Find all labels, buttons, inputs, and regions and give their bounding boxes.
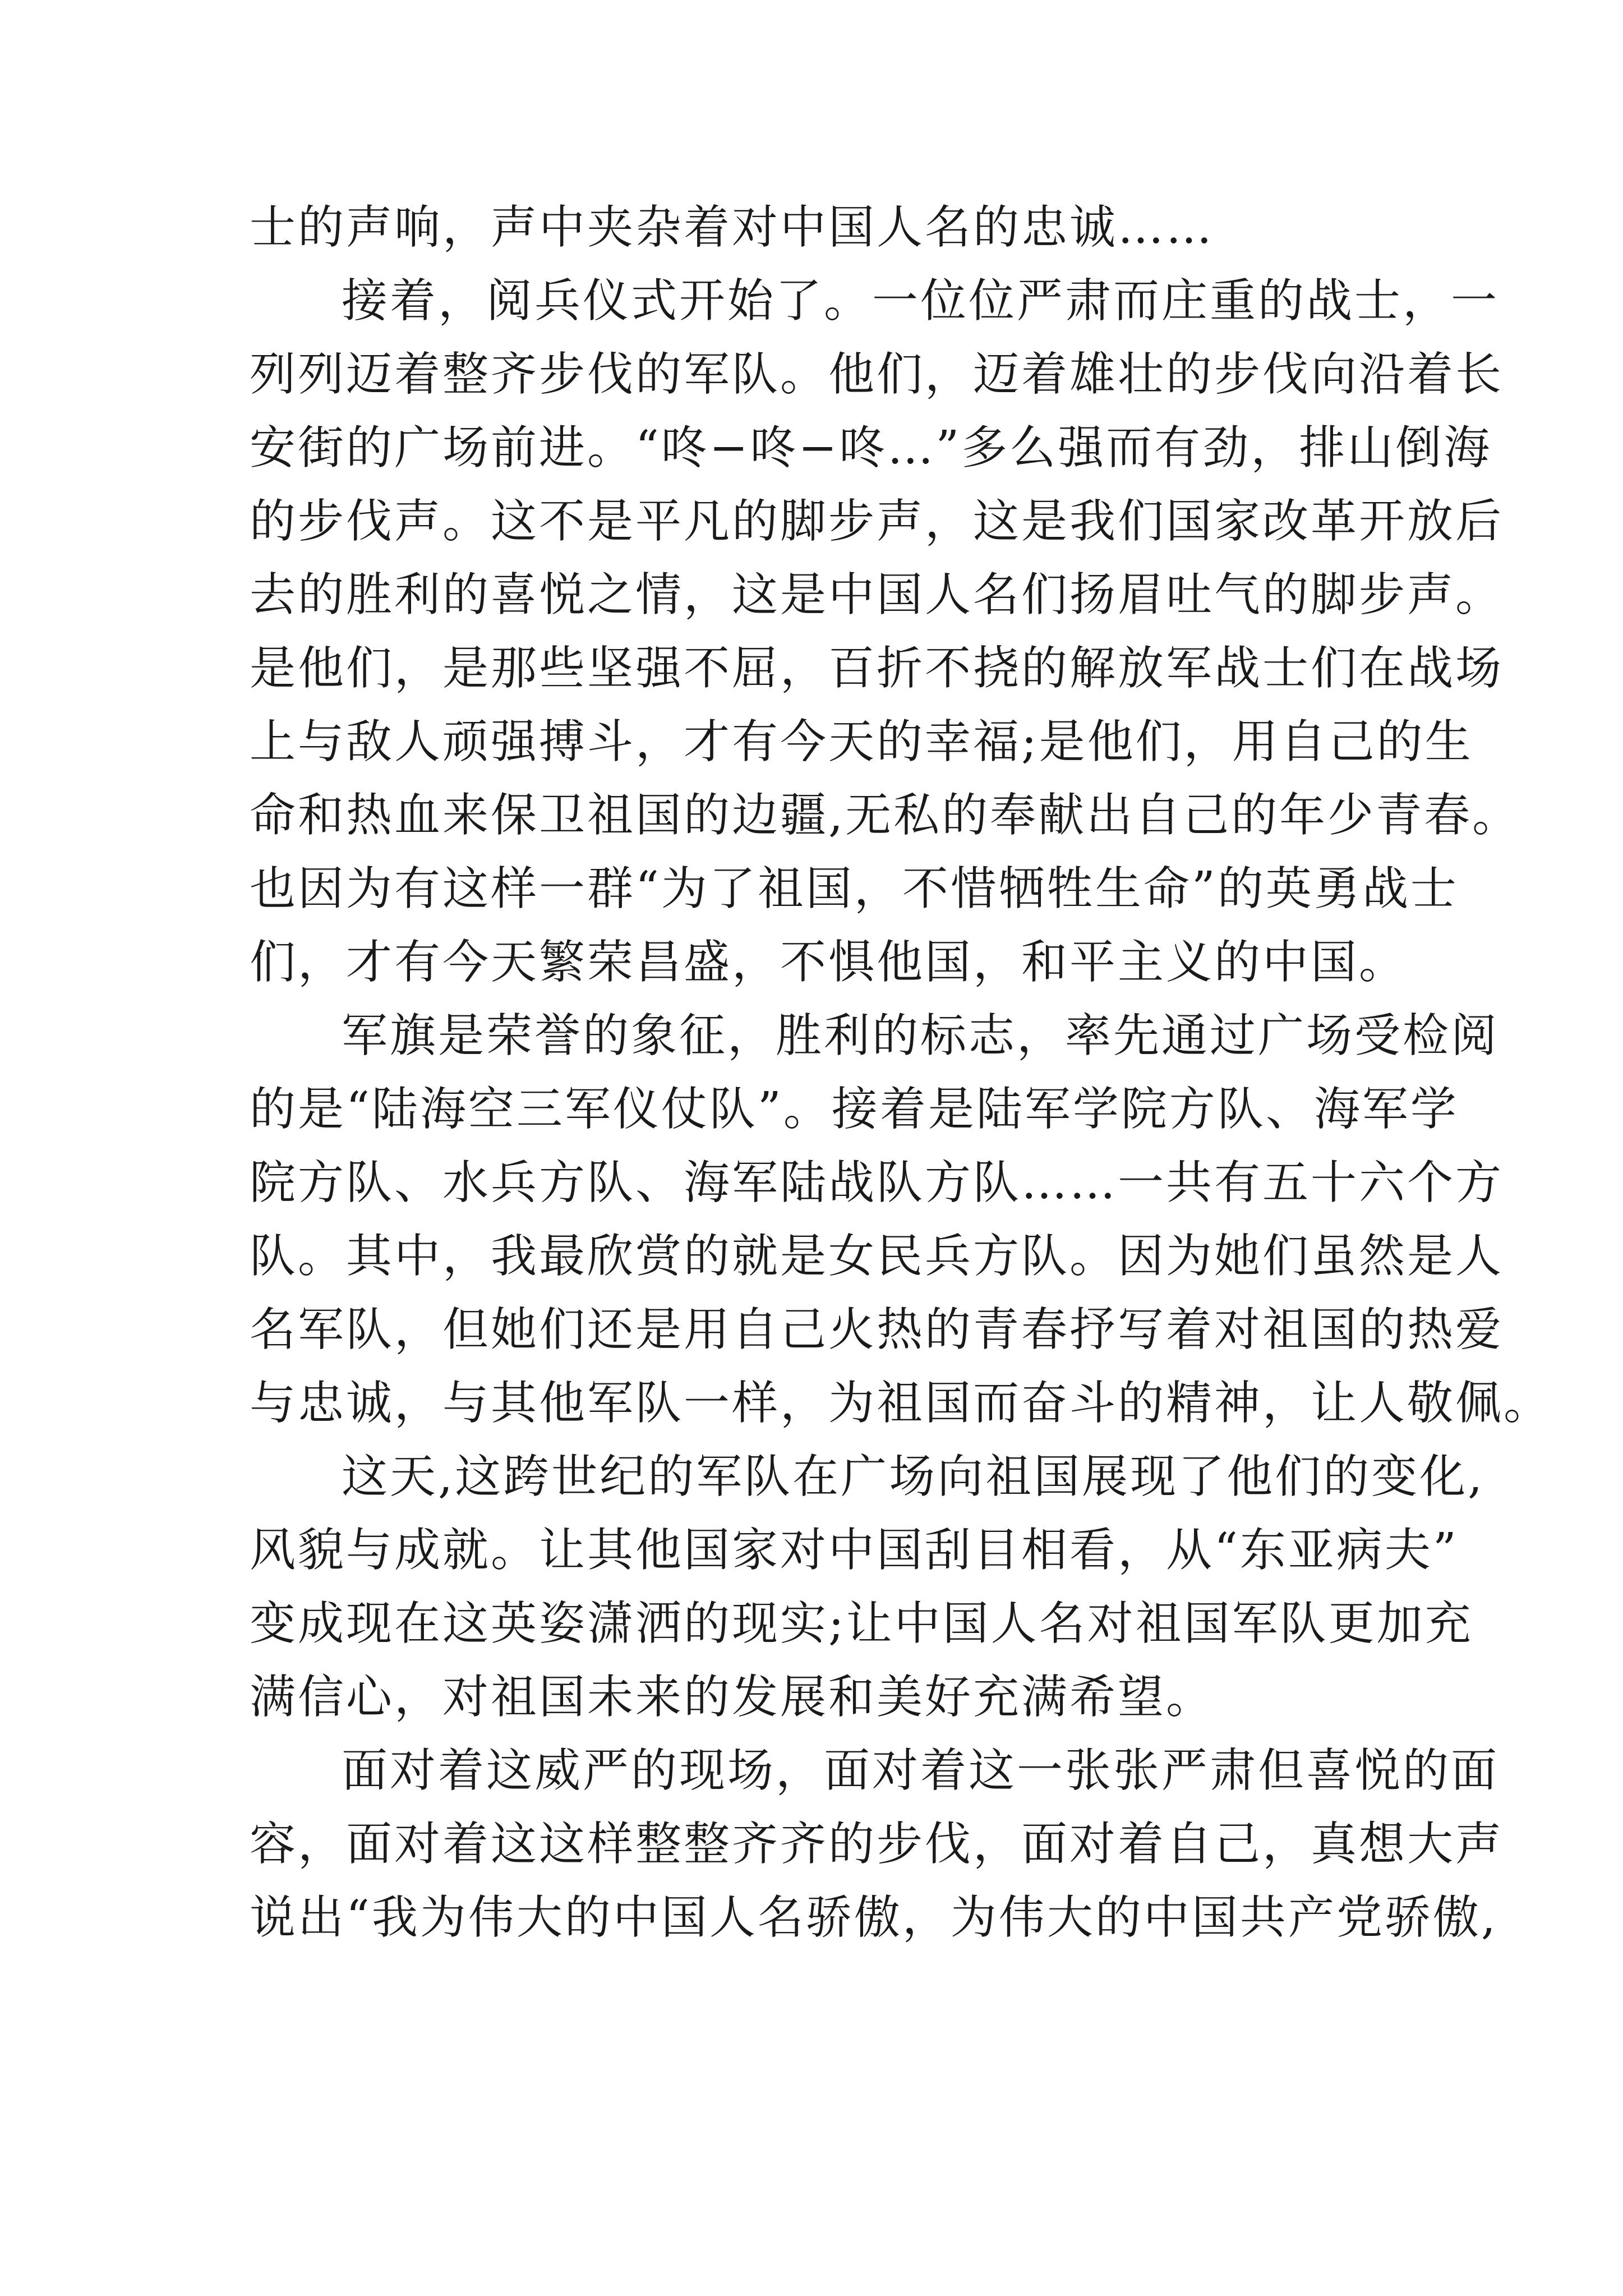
text-line: 接着，阅兵仪式开始了。一位位严肃而庄重的战士，一 bbox=[342, 274, 1500, 328]
text-line: 与忠诚，与其他军队一样，为祖国而奋斗的精神，让人敬佩。 bbox=[250, 1377, 1552, 1430]
text-line: 们，才有今天繁荣昌盛，不惧他国，和平主义的中国。 bbox=[250, 936, 1408, 989]
text-line: 说出“我为伟大的中国人名骄傲，为伟大的中国共产党骄傲, bbox=[250, 1891, 1498, 1944]
text-line: 军旗是荣誉的象征，胜利的标志，率先通过广场受检阅 bbox=[342, 1009, 1500, 1062]
text-line: 是他们，是那些坚强不屈，百折不挠的解放军战士们在战场 bbox=[250, 642, 1504, 695]
text-line: 这天,这跨世纪的军队在广场向祖国展现了他们的变化, bbox=[342, 1450, 1485, 1503]
text-line: 列列迈着整齐步伐的军队。他们，迈着雄壮的步伐向沿着长 bbox=[250, 348, 1504, 401]
text-line: 风貌与成就。让其他国家对中国刮目相看，从“东亚病夫” bbox=[250, 1524, 1459, 1577]
text-line: 安街的广场前进。“咚−咚−咚…”多么强而有劲，排山倒海 bbox=[250, 421, 1492, 475]
text-line: 变成现在这英姿潇洒的现实;让中国人名对祖国军队更加充 bbox=[250, 1597, 1473, 1650]
text-line: 满信心，对祖国未来的发展和美好充满希望。 bbox=[250, 1671, 1215, 1724]
text-line: 上与敌人顽强搏斗，才有今天的幸福;是他们，用自己的生 bbox=[250, 715, 1473, 769]
text-line: 也因为有这样一群“为了祖国，不惜牺牲生命”的英勇战士 bbox=[250, 862, 1459, 915]
text-line: 面对着这威严的现场，面对着这一张张严肃但喜悦的面 bbox=[342, 1744, 1500, 1797]
text-line: 去的胜利的喜悦之情，这是中国人名们扬眉吐气的脚步声。 bbox=[250, 568, 1504, 622]
text-line: 容，面对着这这样整整齐齐的步伐，面对着自己，真想大声 bbox=[250, 1818, 1504, 1871]
document-body bbox=[250, 191, 1552, 1954]
text-line: 士的声响，声中夹杂着对中国人名的忠诚…… bbox=[250, 201, 1215, 254]
text-line: 的步伐声。这不是平凡的脚步声，这是我们国家改革开放后 bbox=[250, 495, 1504, 548]
text-line: 命和热血来保卫祖国的边疆,无私的奉献出自己的年少青春。 bbox=[250, 789, 1521, 842]
text-line: 院方队、水兵方队、海军陆战队方队……一共有五十六个方 bbox=[250, 1156, 1504, 1209]
text-line: 的是“陆海空三军仪仗队”。接着是陆军学院方队、海军学 bbox=[250, 1083, 1459, 1136]
text-line: 名军队，但她们还是用自己火热的青春抒写着对祖国的热爱 bbox=[250, 1303, 1504, 1356]
text-line: 队。其中，我最欣赏的就是女民兵方队。因为她们虽然是人 bbox=[250, 1230, 1504, 1283]
